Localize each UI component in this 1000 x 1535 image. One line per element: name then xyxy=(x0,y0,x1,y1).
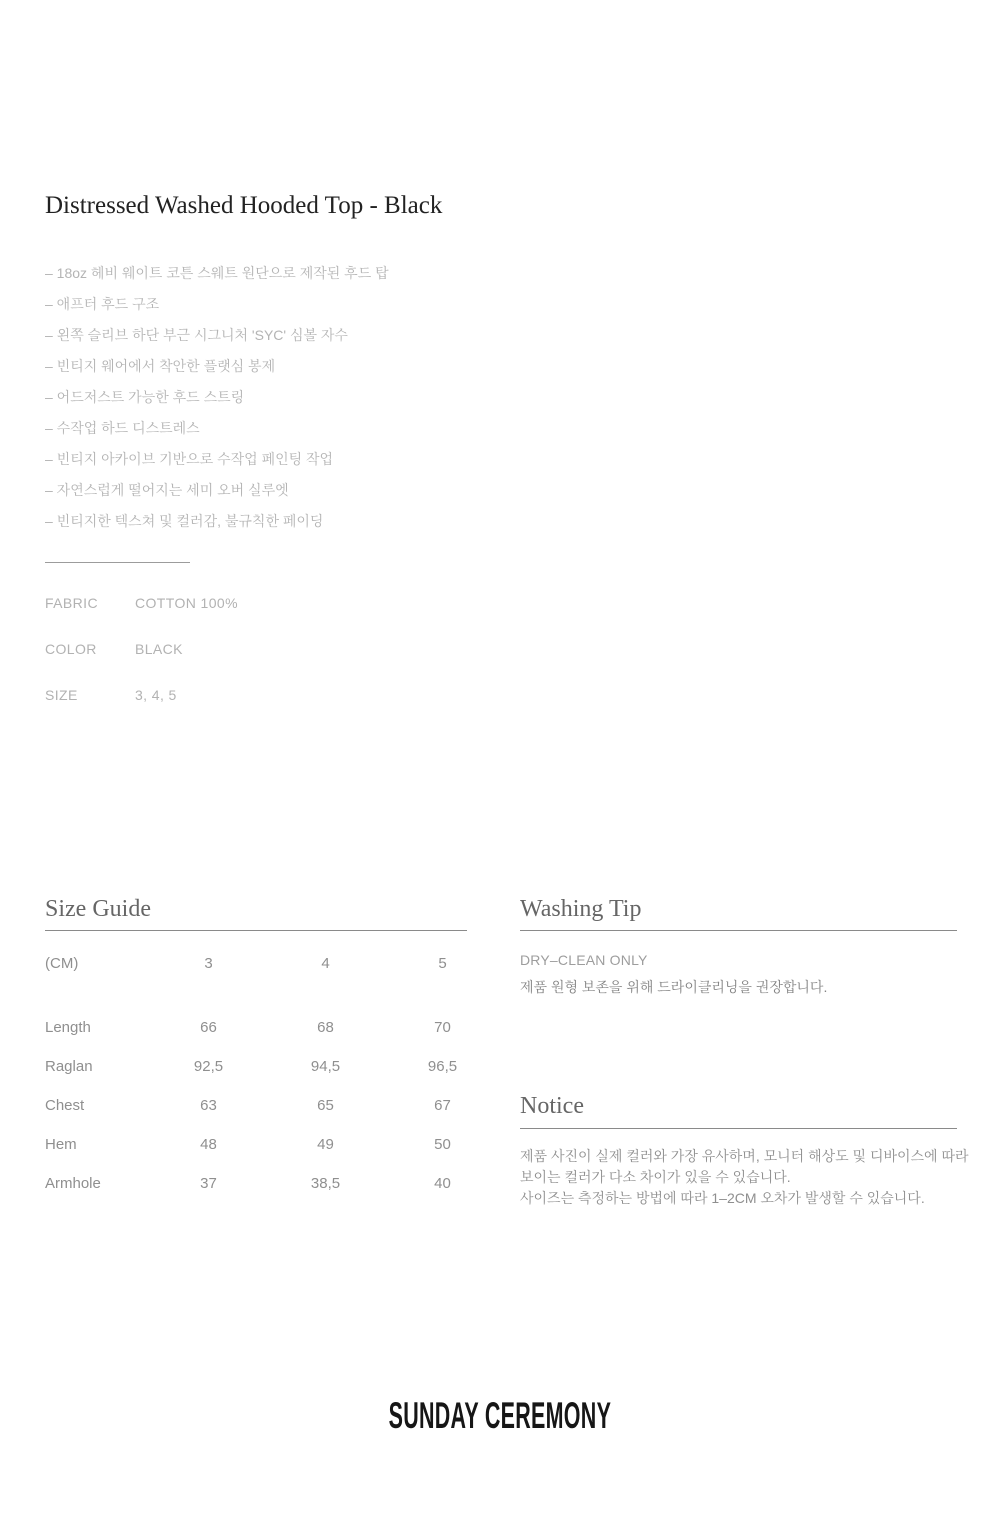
spec-label: FABRIC xyxy=(45,595,98,611)
cell-value: 70 xyxy=(434,1019,451,1036)
cell-value: 48 xyxy=(200,1136,217,1153)
cell-value: 37 xyxy=(200,1175,217,1192)
feature-item: – 어드저스트 가능한 후드 스트링 xyxy=(45,389,245,405)
notice-paragraph: 사이즈는 측정하는 방법에 따라 1–2CM 오차가 발생할 수 있습니다. xyxy=(520,1190,925,1206)
notice-underline xyxy=(520,1128,957,1129)
cell-value: 50 xyxy=(434,1136,451,1153)
size-col-header: 5 xyxy=(438,955,447,972)
spec-row-fabric xyxy=(45,580,238,626)
feature-item: – 자연스럽게 떨어지는 세미 오버 실루엣 xyxy=(45,482,289,498)
washing-line: 제품 원형 보존을 위해 드라이클리닝을 권장합니다. xyxy=(520,979,828,995)
row-label: Length xyxy=(45,1019,91,1036)
feature-item: – 수작업 하드 디스트레스 xyxy=(45,420,200,436)
notice-text xyxy=(520,1146,970,1209)
table-row xyxy=(45,1125,501,1164)
table-row xyxy=(45,1047,501,1086)
feature-item: – 왼쪽 슬리브 하단 부근 시그니처 'SYC' 심볼 자수 xyxy=(45,327,348,343)
spec-row-size xyxy=(45,672,238,718)
feature-item: – 애프터 후드 구조 xyxy=(45,296,160,312)
product-title: Distressed Washed Hooded Top - Black xyxy=(45,192,443,219)
feature-item: – 빈티지 웨어에서 착안한 플랫심 봉제 xyxy=(45,358,276,374)
size-guide-underline xyxy=(45,930,467,931)
cell-value: 94,5 xyxy=(310,1058,341,1075)
cell-value: 40 xyxy=(434,1175,451,1192)
spec-value: COTTON 100% xyxy=(135,595,238,611)
spec-list xyxy=(45,580,238,718)
spec-value: 3, 4, 5 xyxy=(135,687,177,703)
cell-value: 66 xyxy=(200,1019,217,1036)
cell-value: 65 xyxy=(317,1097,334,1114)
spec-divider xyxy=(45,562,190,563)
row-label: Raglan xyxy=(45,1058,93,1075)
table-row xyxy=(45,1086,501,1125)
cell-value: 96,5 xyxy=(427,1058,458,1075)
notice-paragraph: 제품 사진이 실제 컬러와 가장 유사하며, 모니터 해상도 및 디바이스에 따라 보이는 컬러가 다소 차이가 있을 수 있습니다. xyxy=(520,1148,969,1185)
washing-line: DRY–CLEAN ONLY xyxy=(520,952,648,968)
size-table-header-row xyxy=(45,946,501,982)
washing-tip-text xyxy=(520,947,827,1001)
washing-tip-title: Washing Tip xyxy=(520,896,642,922)
size-col-header: 4 xyxy=(321,955,330,972)
table-row xyxy=(45,1164,501,1203)
spec-row-color xyxy=(45,626,238,672)
spec-label: SIZE xyxy=(45,687,78,703)
feature-item: – 18oz 헤비 웨이트 코튼 스웨트 원단으로 제작된 후드 탑 xyxy=(45,265,389,281)
cell-value: 68 xyxy=(317,1019,334,1036)
row-label: Armhole xyxy=(45,1175,101,1192)
brand-logo-text: SUNDAY CEREMONY xyxy=(388,1395,612,1436)
size-guide-title: Size Guide xyxy=(45,896,151,922)
washing-tip-underline xyxy=(520,930,957,931)
unit-label: (CM) xyxy=(45,955,79,972)
spec-label: COLOR xyxy=(45,641,97,657)
row-label: Chest xyxy=(45,1097,85,1114)
cell-value: 49 xyxy=(317,1136,334,1153)
feature-list xyxy=(45,258,389,537)
cell-value: 67 xyxy=(434,1097,451,1114)
table-row xyxy=(45,1008,501,1047)
feature-item: – 빈티지한 텍스쳐 및 컬러감, 불규칙한 페이딩 xyxy=(45,513,324,529)
row-label: Hem xyxy=(45,1136,77,1153)
cell-value: 92,5 xyxy=(193,1058,224,1075)
brand-logo xyxy=(0,1395,1000,1436)
cell-value: 38,5 xyxy=(310,1175,341,1192)
feature-item: – 빈티지 아카이브 기반으로 수작업 페인팅 작업 xyxy=(45,451,334,467)
size-col-header: 3 xyxy=(204,955,213,972)
notice-title: Notice xyxy=(520,1093,584,1119)
cell-value: 63 xyxy=(200,1097,217,1114)
spec-value: BLACK xyxy=(135,641,183,657)
size-table-body xyxy=(45,1008,501,1203)
size-guide-table xyxy=(45,946,501,1203)
